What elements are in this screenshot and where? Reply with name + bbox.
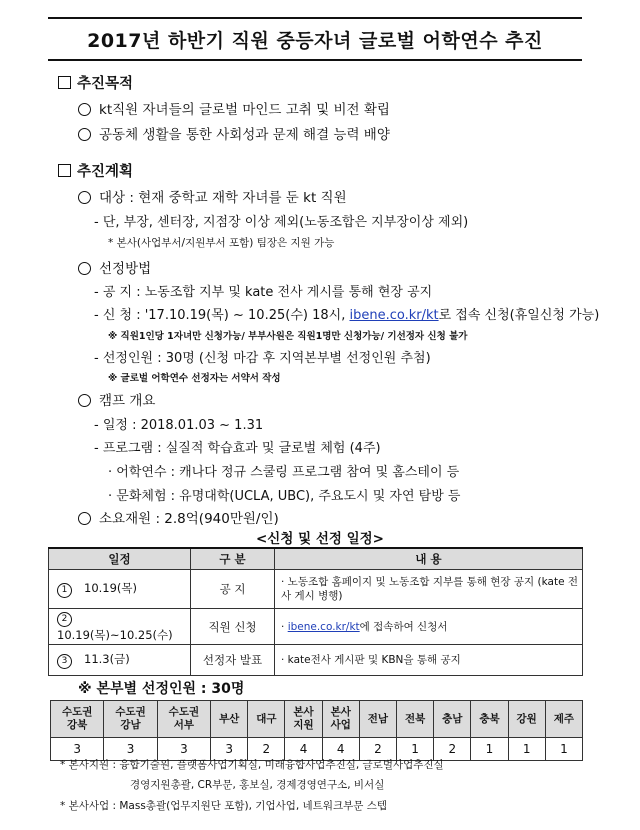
plan-method-apply [94, 304, 599, 323]
plan-method-note: ※ 글로벌 어학연수 선정자는 서약서 작성 [108, 373, 281, 384]
apply-text: - 신 청 : '17.10.19(목) ~ 10.25(수) 18시, [94, 308, 350, 323]
schedule-date [49, 570, 191, 609]
table-row [49, 609, 583, 645]
schedule-content [275, 609, 583, 645]
circled-number: 1 [57, 583, 72, 598]
schedule-link[interactable]: ibene.co.kr/kt [287, 620, 360, 633]
hq-header: 본사 지원 [285, 701, 322, 738]
plan-camp-schedule: - 일정 : 2018.01.03 ~ 1.31 [94, 418, 264, 433]
hq-value: 2 [248, 738, 285, 761]
plan-method-count: - 선정인원 : 30명 (신청 마감 후 지역본부별 선정인원 추첨) [94, 351, 431, 366]
purpose-item [78, 123, 390, 143]
hq-header: 수도권 서부 [157, 701, 210, 738]
hq-header: 본사 사업 [322, 701, 359, 738]
hq-header: 제주 [545, 701, 582, 738]
schedule-type: 직원 신청 [191, 609, 275, 645]
hq-note: 경영지원총괄, CR부문, 홍보실, 경제경영연구소, 비서실 [130, 779, 385, 791]
hq-value: 4 [285, 738, 322, 761]
plan-budget [78, 507, 279, 527]
apply-text-post: 로 접속 신청(휴일신청 가능) [438, 308, 600, 323]
plan-budget-text: 소요재원 : 2.8억(940만원/인) [99, 511, 279, 527]
schedule-caption: <신청 및 선정 일정> [255, 531, 384, 547]
schedule-header: 구 분 [191, 548, 275, 570]
section-plan-heading: 추진계획 [77, 164, 134, 180]
schedule-date [49, 645, 191, 676]
hq-header: 충북 [471, 701, 508, 738]
plan-camp-program: - 프로그램 : 실질적 학습효과 및 글로벌 체험 (4주) [94, 441, 381, 456]
hq-note: * 본사지원 : 융합기술원, 플랫폼사업기획실, 미래융합사업추진실, 글로벌사업추진실 [60, 759, 444, 771]
plan-method-text: 선정방법 [99, 261, 152, 277]
hq-header: 부산 [211, 701, 248, 738]
hq-value: 1 [508, 738, 545, 761]
hq-header: 수도권 강남 [104, 701, 157, 738]
hq-value: 3 [104, 738, 157, 761]
plan-camp [78, 389, 155, 409]
hq-header: 충남 [434, 701, 471, 738]
hq-header: 수도권 강북 [51, 701, 104, 738]
purpose-item-text: 공동체 생활을 통한 사회성과 문제 해결 능력 배양 [99, 127, 390, 143]
schedule-type: 공 지 [191, 570, 275, 609]
hq-value: 1 [545, 738, 582, 761]
schedule-content: · kate전사 게시판 및 KBN을 통해 공지 [275, 645, 583, 676]
section-plan [58, 160, 133, 181]
purpose-item-text: kt직원 자녀들의 글로벌 마인드 고취 및 비전 확립 [99, 102, 390, 118]
plan-target-note: * 본사(사업부서/지원부서 포함) 팀장은 지원 가능 [108, 237, 335, 249]
hq-header: 대구 [248, 701, 285, 738]
checkbox-square-icon [58, 76, 71, 89]
schedule-date-text: 10.19(목)~10.25(수) [57, 628, 173, 642]
circle-bullet-icon [78, 191, 91, 204]
hq-header: 전남 [359, 701, 396, 738]
hq-value: 4 [322, 738, 359, 761]
section-purpose [58, 72, 133, 93]
circle-bullet-icon [78, 128, 91, 141]
hq-header: 강원 [508, 701, 545, 738]
schedule-header: 내 용 [275, 548, 583, 570]
plan-camp-culture: · 문화체험 : 유명대학(UCLA, UBC), 주요도시 및 자연 탐방 등 [108, 489, 461, 504]
apply-link[interactable]: ibene.co.kr/kt [349, 308, 439, 323]
hq-value: 2 [359, 738, 396, 761]
document-title: 2017년 하반기 직원 중등자녀 글로벌 어학연수 추진 [48, 17, 582, 61]
section-purpose-heading: 추진목적 [77, 76, 134, 92]
plan-target-text: 대상 : 현재 중학교 재학 자녀를 둔 kt 직원 [99, 190, 347, 206]
table-row [49, 645, 583, 676]
plan-method-notice: - 공 지 : 노동조합 지부 및 kate 전사 게시를 통해 현장 공지 [94, 285, 433, 300]
hq-header: 전북 [397, 701, 434, 738]
schedule-content-text: · [281, 620, 288, 633]
plan-target [78, 186, 347, 206]
hq-value: 3 [211, 738, 248, 761]
schedule-date-text: 10.19(목) [84, 581, 138, 595]
hq-value: 3 [51, 738, 104, 761]
schedule-table [48, 547, 583, 676]
hq-value: 1 [397, 738, 434, 761]
hq-value: 3 [157, 738, 210, 761]
plan-target-sub: - 단, 부장, 센터장, 지점장 이상 제외(노동조합은 지부장이상 제외) [94, 215, 469, 230]
schedule-type: 선정자 발표 [191, 645, 275, 676]
circle-bullet-icon [78, 103, 91, 116]
hq-table [50, 700, 583, 761]
plan-camp-text: 캠프 개요 [99, 393, 156, 409]
schedule-content: · 노동조합 홈페이지 및 노동조합 지부를 통해 현장 공지 (kate 전사 게시 병행) [275, 570, 583, 609]
schedule-date-text: 11.3(금) [84, 652, 130, 666]
schedule-date [49, 609, 191, 645]
circle-bullet-icon [78, 262, 91, 275]
schedule-content-text: 에 접속하여 신청서 [359, 620, 448, 633]
plan-method-note: ※ 직원1인당 1자녀만 신청가능/ 부부사원은 직원1명만 신청가능/ 기선정자 신청 불가 [108, 331, 468, 342]
table-row [49, 570, 583, 609]
plan-method [78, 257, 151, 277]
circle-bullet-icon [78, 512, 91, 525]
circle-bullet-icon [78, 394, 91, 407]
hq-value: 1 [471, 738, 508, 761]
checkbox-square-icon [58, 164, 71, 177]
hq-note: * 본사사업 : Mass총괄(업무지원단 포함), 기업사업, 네트워크부문 스텝 [60, 800, 388, 812]
circled-number: 3 [57, 654, 72, 669]
hq-value: 2 [434, 738, 471, 761]
plan-camp-language: · 어학연수 : 캐나다 정규 스쿨링 프로그램 참여 및 홈스테이 등 [108, 465, 460, 480]
schedule-header: 일정 [49, 548, 191, 570]
circled-number: 2 [57, 612, 72, 627]
hq-title: ※ 본부별 선정인원 : 30명 [78, 681, 245, 697]
purpose-item [78, 98, 390, 118]
